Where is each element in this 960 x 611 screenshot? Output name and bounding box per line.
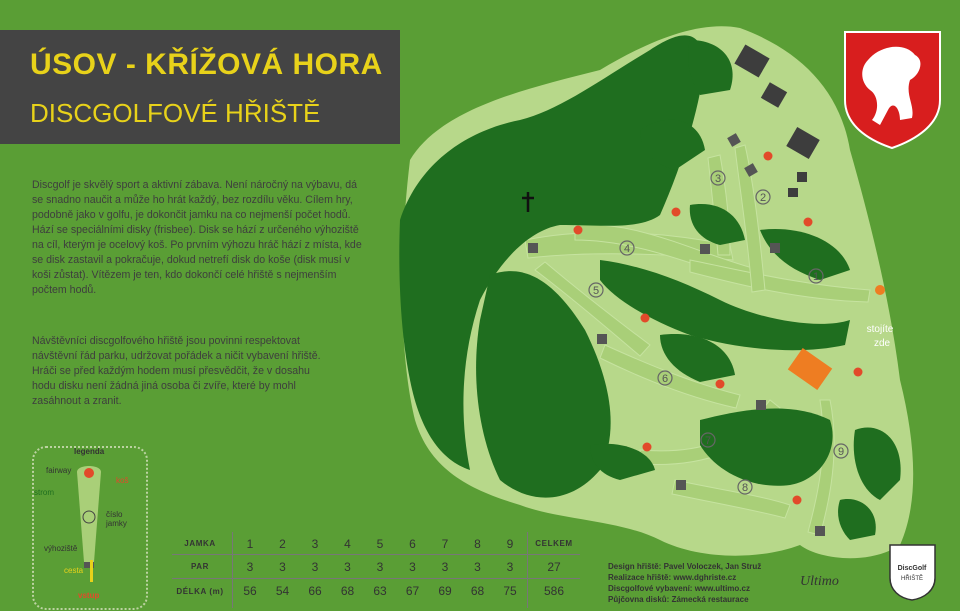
discgolf-logo-text-2: HŘIŠTĚ <box>900 576 924 582</box>
coat-of-arms-icon <box>845 32 940 148</box>
legend-entrance: vstup <box>78 591 100 600</box>
discgolf-logo-text-1: DiscGolf <box>897 565 927 572</box>
page-title: ÚSOV - KŘÍŽOVÁ HORA <box>30 48 383 81</box>
legend-path: cesta <box>64 566 84 575</box>
hole-label: 3 <box>714 173 722 185</box>
scorecard-par-cell: 3 <box>344 560 351 574</box>
credit-line: Realizace hřiště: www.dghriste.cz <box>608 573 737 582</box>
scorecard-holes-cell: 5 <box>376 537 384 551</box>
page-subtitle: DISCGOLFOVÉ HŘIŠTĚ <box>30 98 321 128</box>
hole-label: 2 <box>759 192 767 204</box>
total-par: 27 <box>547 560 561 574</box>
rules-paragraph: Návštěvníci discgolfového hřiště jsou povinni respektovat návštěvní řád parku, udržovat pořádek a ničit vybavení hřiště. Hráči se před každým hodem musí přesvědčit, že v dosahu hodu disku není žádná jiná osoba či zvíře, které by mohl zasáhnout a zranit. <box>32 335 321 407</box>
legend <box>32 446 148 610</box>
discgolf-logo <box>890 545 935 600</box>
ultimo-logo: Ultimo <box>800 574 839 589</box>
scorecard-par-cell: 3 <box>246 560 254 574</box>
scorecard-par-cell: 3 <box>506 560 514 574</box>
scorecard-holes-cell: 4 <box>344 537 351 551</box>
intro-paragraph: Discgolf je skvělý sport a aktivní zábava. Není náročný na výbavu, dá se snadno naučit a může ho hrát každý, bez rozdílu věku. Cílem hry, podobně jako v golfu, je dokončit jamku na co nejmenší počet hodů. Hází se speciálními disky (frisbee). Disk se hází z určeného výhoziště na cíl, kterým je ocelový koš. Po prvním výhozu hráč hází z místa, kde se disk zastavil a pokračuje, dokud netrefí disk do koše (disk musí v koši zůstat). Vítězem je ten, kdo dokončí celé hřiště s nejmenším počtem hodů. <box>32 179 362 296</box>
title-banner <box>0 30 400 144</box>
row-label-length: DÉLKA (m) <box>176 587 224 596</box>
scorecard-par-cell: 3 <box>441 560 449 574</box>
legend-path-line <box>90 560 93 582</box>
scorecard-par-cell: 3 <box>279 560 286 574</box>
scorecard-length-cell: 63 <box>373 584 387 598</box>
scorecard-holes-cell: 8 <box>474 537 481 551</box>
credits <box>608 561 761 605</box>
scorecard-holes-cell: 7 <box>441 537 449 551</box>
scorecard-length-cell: 67 <box>405 584 420 598</box>
credit-line: Design hřiště: Pavel Voloczek, Jan Struž <box>608 562 762 571</box>
legend-tree: strom <box>34 488 54 497</box>
scorecard-length-cell: 66 <box>308 584 322 598</box>
hole-label: 8 <box>741 482 749 494</box>
scorecard-length-cell: 68 <box>470 584 485 598</box>
scorecard-holes-cell: 1 <box>246 537 254 551</box>
legend-basket: koš <box>116 476 129 485</box>
you-are-here-marker <box>875 285 885 295</box>
scorecard-length-cell: 68 <box>340 584 355 598</box>
credit-line: Discgolfové vybavení: www.ultimo.cz <box>608 584 750 593</box>
scorecard-holes-cell: 3 <box>311 537 319 551</box>
scorecard-par-cell: 3 <box>474 560 481 574</box>
credit-line: Půjčovna disků: Zámecká restaurace <box>608 595 749 604</box>
scorecard-holes-cell: 9 <box>506 537 514 551</box>
scorecard-length-cell: 69 <box>438 584 452 598</box>
row-label-hole: JAMKA <box>184 539 216 548</box>
hole-label: 1 <box>812 271 820 283</box>
legend-hole-number: číslo jamky <box>106 510 127 528</box>
scorecard-holes-cell: 6 <box>409 537 416 551</box>
hole-label: 6 <box>661 373 669 385</box>
legend-fairway: fairway <box>46 466 72 475</box>
scorecard-par-cell: 3 <box>409 560 416 574</box>
scorecard-length-cell: 54 <box>275 584 290 598</box>
legend-fairway-shape <box>74 462 104 577</box>
scorecard-par-cell: 3 <box>376 560 384 574</box>
hole-label: 5 <box>592 285 600 297</box>
scorecard-length-cell: 56 <box>243 584 257 598</box>
legend-title: legenda <box>74 447 105 456</box>
total-label: CELKEM <box>535 539 573 548</box>
total-length: 586 <box>543 584 565 598</box>
scorecard-length-cell: 75 <box>503 584 517 598</box>
you-are-here-label-1: stojíte <box>866 324 894 335</box>
hole-label: 4 <box>623 243 631 255</box>
scorecard-par-cell: 3 <box>311 560 319 574</box>
scorecard <box>172 532 580 610</box>
legend-tee: výhoziště <box>44 544 78 553</box>
row-label-par: PAR <box>190 562 210 571</box>
hole-label: 7 <box>704 435 712 447</box>
hole-label: 9 <box>837 446 845 458</box>
you-are-here-label-2: zde <box>873 338 891 349</box>
scorecard-holes-cell: 2 <box>279 537 286 551</box>
